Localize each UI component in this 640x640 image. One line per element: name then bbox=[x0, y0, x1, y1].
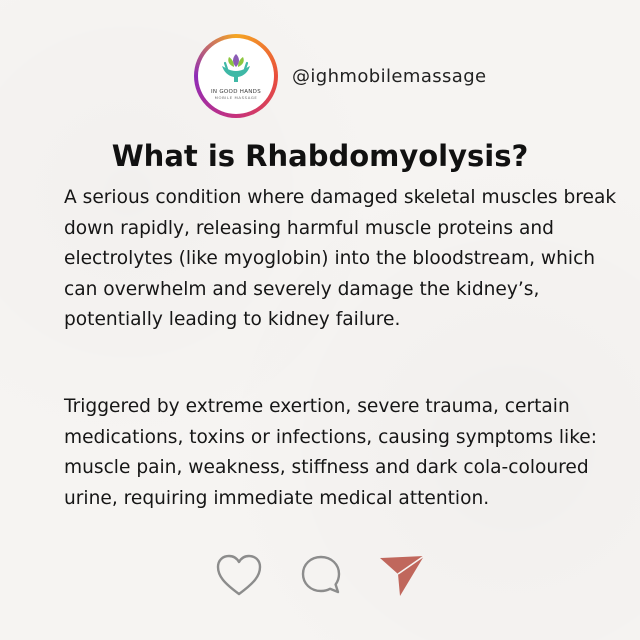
post-paragraph-1: A serious condition where damaged skeletal muscles break down rapidly, releasing harmful muscle proteins and electrolytes (like myoglobin) into the bloodstream, which can overwhelm and severely damage the kidney’s, potentially leading to kidney failure. bbox=[64, 187, 617, 330]
profile-header bbox=[194, 34, 487, 118]
send-icon[interactable] bbox=[378, 552, 426, 598]
action-bar bbox=[214, 552, 434, 600]
post-title: What is Rhabdomyolysis? bbox=[111, 139, 529, 173]
heart-icon[interactable] bbox=[214, 552, 264, 598]
comment-icon[interactable] bbox=[298, 552, 344, 598]
lotus-hands-icon bbox=[216, 48, 256, 88]
post-paragraph-2: Triggered by extreme exertion, severe trauma, certain medications, toxins or infections, causing symptoms like: muscle pain, weakness, stiffness and dark cola-coloured urine, requiring immediate medical attention. bbox=[64, 396, 597, 509]
logo-wordmark: IN GOOD HANDS bbox=[210, 89, 262, 95]
account-handle[interactable]: @ighmobilemassage bbox=[292, 65, 487, 87]
logo-tagline: MOBILE MASSAGE bbox=[214, 95, 258, 100]
logo bbox=[198, 38, 274, 114]
avatar[interactable] bbox=[194, 34, 278, 118]
